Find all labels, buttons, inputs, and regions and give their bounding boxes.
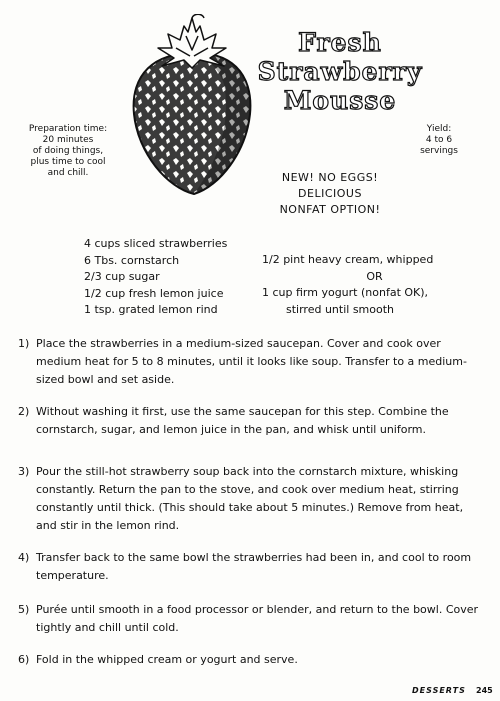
yield-line: servings [420, 146, 458, 156]
step-text: Without washing it first, use the same saucepan for this step. Combine the cornstarch, sugar, and lemon juice in the pan, and whisk until uniform. [36, 405, 449, 436]
preparation-time [8, 124, 128, 179]
step-text: Pour the still-hot strawberry soup back into the cornstarch mixture, whisking constantly. Return the pan to the stove, and cook over medium heat, stirring constantly until thick. (This should take about 5 minutes.) Remove from heat, and stir in the lemon rind. [36, 465, 464, 532]
instruction-step [18, 403, 484, 439]
note-line: DELICIOUS [298, 187, 362, 200]
step-number: 2) [18, 405, 30, 418]
ingredient-item: stirred until smooth [286, 302, 395, 316]
ingredient-item: 6 Tbs. cornstarch [84, 253, 180, 267]
prep-line: Preparation time: [28, 124, 108, 134]
recipe-title [255, 28, 425, 115]
note-line: NEW! NO EGGS! [281, 171, 379, 184]
step-text: Place the strawberries in a medium-sized saucepan. Cover and cook over medium heat for 5 to 8 minutes, until it looks like soup. Transfer to a medium-sized bowl and set aside. [36, 337, 467, 386]
step-number: 6) [18, 653, 30, 666]
step-text: Transfer back to the same bowl the strawberries had been in, and cool to room temperature. [36, 551, 472, 582]
recipe-note [255, 170, 405, 218]
instruction-step [18, 463, 484, 535]
step-number: 5) [18, 603, 30, 616]
step-number: 4) [18, 551, 30, 564]
page-number: 245 [476, 686, 493, 695]
step-text: Purée until smooth in a food processor or blender, and return to the bowl. Cover tightly and chill until cold. [36, 603, 479, 634]
yield-line: 4 to 6 [425, 135, 453, 145]
instruction-step [18, 651, 484, 669]
ingredients-list-left [84, 236, 259, 319]
ingredient-or: OR [366, 269, 383, 283]
prep-line: and chill. [47, 168, 89, 178]
step-number: 3) [18, 465, 30, 478]
ingredient-item: 4 cups sliced strawberries [84, 237, 228, 250]
instruction-step [18, 335, 484, 389]
ingredient-item: 1/2 pint heavy cream, whipped [262, 253, 434, 266]
ingredients-list-right [262, 252, 487, 318]
strawberry-illustration [128, 14, 256, 196]
ingredient-item: 2/3 cup sugar [84, 270, 160, 283]
ingredient-item: 1 tsp. grated lemon rind [84, 303, 218, 316]
title-line-1: Fresh [298, 28, 382, 57]
yield [404, 124, 474, 157]
title-line-2: Strawberry [257, 57, 423, 86]
title-line-3: Mousse [283, 86, 397, 115]
yield-line: Yield: [426, 124, 452, 134]
prep-line: 20 minutes [42, 135, 94, 145]
section-label: DESSERTS [412, 686, 466, 695]
instruction-step [18, 601, 484, 637]
step-text: Fold in the whipped cream or yogurt and serve. [36, 653, 298, 666]
ingredient-item: 1 cup firm yogurt (nonfat OK), [262, 286, 429, 299]
prep-line: plus time to cool [30, 157, 106, 167]
instruction-step [18, 549, 484, 585]
note-line: NONFAT OPTION! [279, 203, 381, 216]
step-number: 1) [18, 337, 30, 350]
ingredient-item: 1/2 cup fresh lemon juice [84, 286, 224, 300]
prep-line: of doing things, [32, 146, 104, 156]
